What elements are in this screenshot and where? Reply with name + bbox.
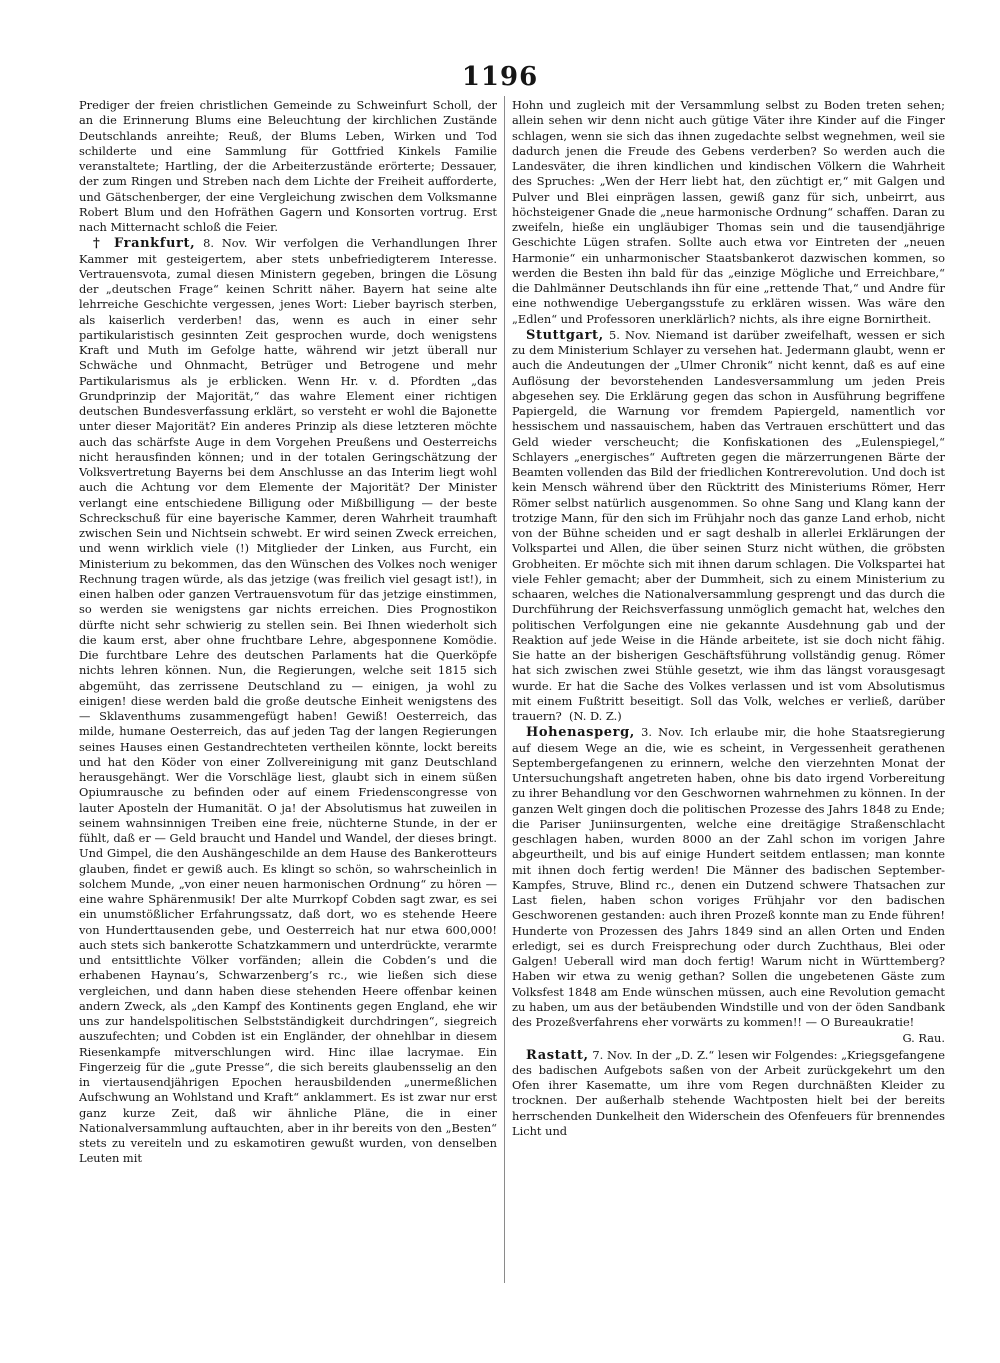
continued-text: Hohn und zugleich mit der Versammlung selbst zu Boden treten sehen; allein sehen wir denn nicht auch gütige Väter ihre Kinder auf die Finger schlagen, wenn sie sich das ihnen zugedachte selbst wegnehmen, weil sie dadurch jenen die Freude des Gebens verderben? So werden auch die Landesväter, die ihren kindlichen und kindischen Völkern die Wahrheit des Spruches: „Wen der Herr liebt hat, den züchtigt er,“ mit Galgen und Pulver und Blei einprägen lassen, gewiß ganz für sich, unbeirrt, aus höchsteigener Gnade die „neue harmonische Ordnung“ schaffen. Daran zu zweifeln, hieße ein ungläubiger Thomas sein und die tausendjährige Geschichte Lügen strafen. Sollte auch etwa vor Eintreten der „neuen Harmonie“ ein unharmonischer Staatsbankerot dazwischen kommen, so werden die Besten ihn bald für das „einzige Mögliche und Erreichbare,“ die Dahlmänner Deutschlands ihn für eine „rettende That,“ und Andre für eine nothwendige Uebergangsstufe zu erklären wissen. Was wäre den „Edlen“ und Professoren unerklärlich? nichts, als ihre eigne Bornirtheit. — [512, 98, 945, 326]
article-date: 5. Nov. — [608, 327, 651, 342]
article-date: 7. Nov. — [592, 1047, 633, 1062]
left-column — [79, 98, 497, 1303]
article-place: Hohenasperg, — [526, 725, 635, 741]
article-signature: G. Rau. — [902, 1031, 945, 1046]
right-column — [512, 98, 945, 1303]
article-date: 3. Nov. — [641, 725, 684, 740]
article-body: Niemand ist darüber zweifelhaft, wessen er sich zu dem Ministerium Schlayer zu versehen hat. Jedermann glaubt, wenn er auch die Andeutungen der „Ulmer Chronik“ nicht kennt, daß es auf eine Auflösung der bevorstehenden Landesversammlung um jeden Preis abgesehen sey. Die Erklärung gegen das schon in Ausführung begriffene Papiergeld, die Warnung vor fremdem Papiergeld, namentlich vor hessischem und nassauischem, haben das Vertrauen erschüttert und das Geld wieder verscheucht; die Konfiskationen des „Eulenspiegel,“ Schlayers „energisches“ Auftreten gegen die märzerrungenen Bärte der Beamten vollenden das Bild der friedlichen Kontrerevolution. Und doch ist kein Mensch während über den Rücktritt des Ministeriums Römer, Herr Römer selbst natürlich ausgenommen. So ohne Sang und Klang kann der trotzige Mann, für den sich im Frühjahr noch das ganze Land erhob, nicht von der Bühne scheiden und er sagt deshalb in allerlei Erklärungen der Volkspartei und Allen, die über seinen Sturz nicht wüthen, die gröbsten Grobheiten. Er möchte sich mit ihnen darum schlagen. Die Volkspartei hat viele Fehler gemacht; aber der Dummheit, sich zu einem Ministerium zu schaaren, welches die Nationalversammlung gesprengt und das durch die Durchführung der Reichsverfassung unmöglich gemacht hat, welches den politischen Verfolgungen eine nie gekannte Ausdehnung gab und der Reaktion auf jede Weise in die Hände arbeitete, ist sie doch nicht fähig. Sie hatte an der bisherigen Geschäftsführung vollständig genug. Römer hat sich zwischen zwei Stühle gesetzt, wie ihm das längst vorausgesagt wurde. Er hat die Sache des Volkes verlassen und ist vom Absolutismus mit einem Fußtritt beseitigt. Soll das Volk, welches er verließ, darüber trauern? — [512, 327, 945, 723]
page-number: 1196 — [461, 62, 539, 92]
article-place: Stuttgart, — [526, 327, 604, 343]
article-rastatt — [512, 1048, 945, 1140]
article-body: Ich erlaube mir, die hohe Staatsregierung auf diesem Wege an die, wie es scheint, in Vergessenheit gerathenen Septembergefangenen zu erinnern, welche den vierzehnten Monat der Untersuchungshaft angetreten haben, ohne bis dato irgend Vorbereitung zu ihrer Behandlung vor den Geschwornen wahrnehmen zu können. In der ganzen Welt gingen doch die politischen Prozesse des Jahrs 1848 zu Ende; die Pariser Juniinsurgenten, welche eine dreitägige Straßenschlacht geschlagen haben, wurden 8000 an der Zahl schon im vorigen Jahre abgeurtheilt, und bis auf einige Hundert seitdem entlassen; man konnte mit ihnen doch fertig werden! Die Männer des badischen September-Kampfes, Struve, Blind rc., denen ein Dutzend schwere Thatsachen zur Last fielen, haben schon voriges Frühjahr vor den badischen Geschworenen gestanden: auch ihren Prozeß konnte man zu Ende führen! Hunderte von Prozessen des Jahrs 1849 sind an allen Orten und Enden erledigt, sei es durch Freisprechung oder durch Zuchthaus, Blei oder Galgen! Ueberall wird man doch fertig! Warum nicht in Württemberg? Haben wir etwa zu wenig gethan? Sollen die ungebetenen Gäste zum Volksfest 1848 am Ende wünschen müssen, auch eine Revolution gemacht zu haben, um aus der betäubenden Windstille und von der öden Sandbank des Prozeßverfahrens eher vorwärts zu kommen!! — O Bureaukratie! — [512, 725, 945, 1029]
article-place: Rastatt, — [526, 1047, 589, 1063]
column-divider — [504, 96, 505, 1283]
article-stuttgart — [512, 328, 945, 725]
article-signature: (N. D. Z.) — [569, 709, 622, 723]
article-frankfurt — [79, 236, 497, 1166]
article-place: † Frankfurt, — [93, 236, 196, 252]
article-hohenasperg — [512, 725, 945, 1030]
article-date: 8. Nov. — [203, 236, 248, 251]
continued-text: Prediger der freien christlichen Gemeinde zu Schweinfurt Scholl, der an die Erinnerung Blums eine Beleuchtung der kirchlichen Zustände Deutschlands anreihte; Reuß, der Blums Leben, Wirken und Tod schilderte und eine Sammlung für Gottfried Kinkels Familie veranstaltete; Hartling, der die Arbeiterzustände erörterte; Dessauer, der zum Ringen und Streben nach dem Lichte der Freiheit aufforderte, und Gätschenberger, der eine Vergleichung zwischen dem Volksmanne Robert Blum und den Hofräthen Gagern und Konsorten vortrug. Erst nach Mitternacht schloß die Feier. — [79, 98, 497, 234]
article-body: Wir verfolgen die Verhandlungen Ihrer Kammer mit gesteigertem, aber stets unbefriedigterem Interesse. Vertrauensvota, zumal diesen Ministern gegeben, bringen die Lösung der „deutschen Frage“ keinen Schritt näher. Bayern hat seine alte lehrreiche Geschichte vergessen, jenes Wort: Lieber bayrisch sterben, als kaiserlich verderben! das, wenn es auch in einer sehr partikularistisch gesinnten Zeit gesprochen wurde, doch wenigstens Kraft und Muth im Gefolge hatte, während wir jetzt überall nur Schwäche und Ohnmacht, Betrüger und Betrogene und mehr Partikularismus als je erblicken. Wenn Hr. v. d. Pfordten „das Grundprinzip der Majorität,“ das wahre Element einer richtigen deutschen Bundesverfassung erklärt, so versteht er wohl die Bajonette unter dieser Majorität? Ein anderes Prinzip als diese letzteren möchte auch das schärfste Auge in dem Vorgehen Preußens und Oesterreichs nicht herausfinden können; und in der totalen Geringschätzung der Volksvertretung Bayerns bei dem Anschlusse an das Interim liegt wohl auch die Achtung vor dem Elemente der Majorität? Der Minister verlangt eine entschiedene Billigung oder Mißbilligung — der beste Schreckschuß für eine bayerische Kammer, deren Wahrheit traumhaft zwischen Sein und Nichtsein schwebt. Er wird seinen Zweck erreichen, und wenn wirklich viele (!) Mitglieder der Linken, aus Furcht, ein Ministerium zu bekommen, das den Wünschen des Volkes noch weniger Rechnung tragen würde, als das jetzige (was freilich viel gesagt ist!), in einen halben oder ganzen Vertrauensvotum für das jetzige einstimmen, so werden sie wenigstens gar nichts erreichen. Dies Prognostikon dürfte nicht sehr schwierig zu stellen sein. Bei Ihnen wiederholt sich die kaum erst, aber ohne fruchtbare Lehre, abgesponnene Komödie. Die furchtbare Lehre des deutschen Parlaments hat die Querköpfe nichts lehren können. Nun, die Regierungen, welche seit 1815 sich abgemüht, das zerrissene Deutschland zu — einigen, ja wohl zu einigen! diese werden bald die große deutsche Einheit wenigstens des — Sklaventhums zusammengefügt haben! Gewiß! Oesterreich, das milde, humane Oesterreich, das auf jeden Tag der langen Regierungen seines Hauses einen Gestandrechteten vertheilen könnte, lockt bereits und hat den Köder von einer Zollvereinigung mit ganz Deutschland herausgehängt. Wer die Vorschläge liest, glaubt sich in einem süßen Opiumrausche zu befinden oder auf einem Friedenscongresse von lauter Aposteln der Humanität. O ja! der Absolutismus hat zuweilen in seinem wahnsinnigen Treiben eine freie, nüchterne Stunde, in der er fühlt, daß er — Geld braucht und Handel und Wandel, der dieses bringt. Und Gimpel, die den Aushängeschilde an dem Hause des Bankerotteurs glauben, findet er gewiß auch. Es klingt so schön, so wahrscheinlich in solchem Munde, „von einer neuen harmonischen Ordnung“ zu hören — eine wahre Sphärenmusik! Der alte Murrkopf Cobden sagt zwar, es sei ein unumstößlicher Erfahrungssatz, daß dort, wo es stehende Heere von Hunderttausenden gebe, und Oesterreich hat nur etwa 600,000! auch stets sich bankerotte Schatzkammern und unterdrückte, verarmte und entsittlichte Völker vorfänden; allein die Cobden’s und die erhabenen Haynau’s, Schwarzenberg’s rc., wie ließen sich diese vergleichen, und dann haben diese stehenden Heere offenbar keinen andern Zweck, als „den Kampf des Kontinents gegen England, ehe wir uns zur handelspolitischen Selbstständigkeit durchdringen“, siegreich auszufechten; und Cobden ist ein Engländer, der ohnehlbar in diesem Riesenkampfe mitverschlungen wird. Hinc illae lacrymae. Ein Fingerzeig für die „gute Presse“, die sich bereits glaubensselig an den in viertausendjährigen Epochen herausbildenden „unermeßlichen Aufschwung an Wohlstand und Kraft“ anklammert. Es ist zwar nur erst ganz kurze Zeit, daß wir ähnliche Pläne, die in einer Nationalversammlung auftauchten, aber in ihr bereits von den „Besten“ stets zu vereiteln und zu eskamotiren gewußt wurden, von denselben Leuten mit — [79, 236, 497, 1166]
article-body: In der „D. Z.“ lesen wir Folgendes: „Kriegsgefangene des badischen Aufgebots saßen von der Arbeit zurückgekehrt um den Ofen ihrer Kasematte, um ihre vom Regen durchnäßten Kleider zu trocknen. Der außerhalb stehende Wachtposten hielt bei der bereits herrschenden Dunkelheit den Widerschein des Ofenfeuers für brennendes Licht und — [512, 1047, 945, 1138]
